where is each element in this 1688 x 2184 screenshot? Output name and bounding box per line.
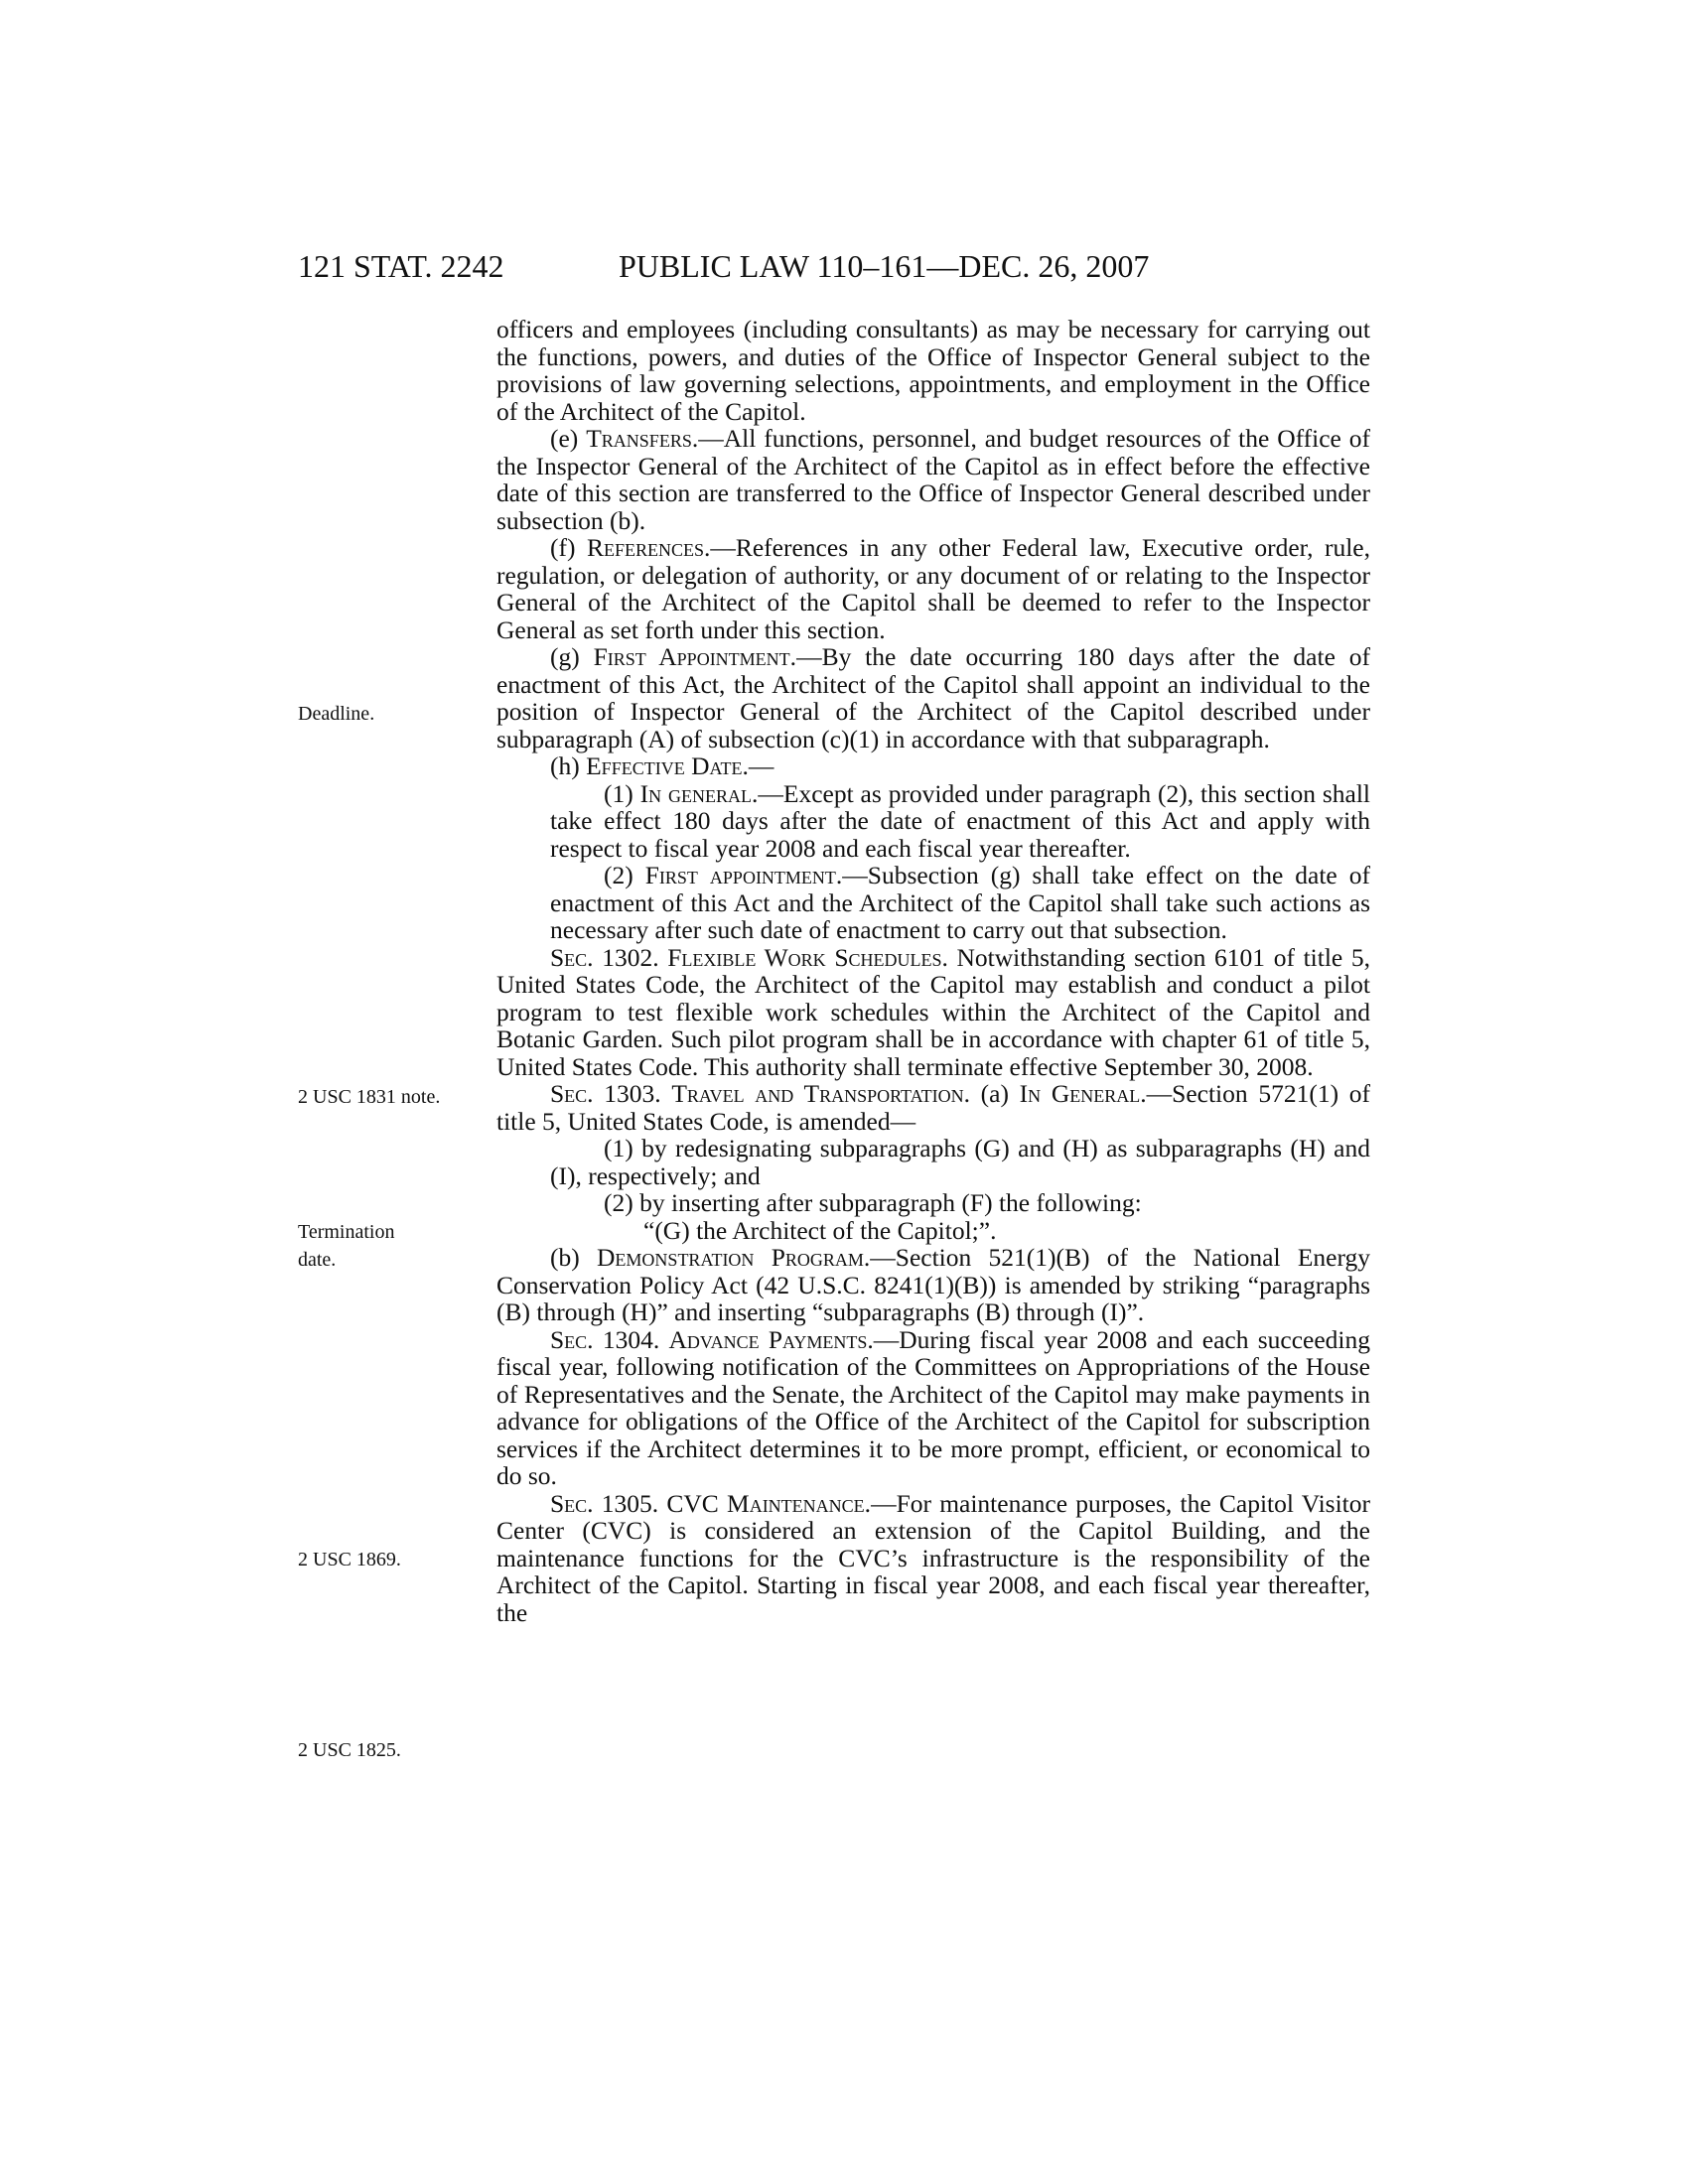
margin-note-deadline: Deadline. xyxy=(298,703,375,725)
section-1303-b: (b) Demonstration Program.—Section 521(1)(B) of the National Energy Conservation Policy Act (42 U.S.C. 8241(1)(B)) is amended by striking “paragraphs (B) through (H)” and inserting “subparagraphs (B) through (I)”. xyxy=(496,1243,1370,1326)
subsection-h: (h) Effective Date.— xyxy=(550,751,774,780)
subsection-f: (f) References.—References in any other Federal law, Executive order, rule, regulation, or delegation of authority, or any document of or relating to the Inspector General of the Architect of the Capitol shall be deemed to refer to the Inspector General as set forth under this section. xyxy=(496,533,1370,644)
margin-note-usc-1831: 2 USC 1831 note. xyxy=(298,1086,441,1108)
section-1305: Sec. 1305. CVC Maintenance.—For maintenance purposes, the Capitol Visitor Center (CVC) is considered an extension of the Capitol Building, and the maintenance functions for the CVC’s infrastructure is the responsibility of the Architect of the Capitol. Starting in fiscal year 2008, and each fiscal year thereafter, the xyxy=(496,1488,1371,1627)
margin-note-usc-1825: 2 USC 1825. xyxy=(298,1739,401,1761)
section-1303: Sec. 1303. Travel and Transportation. (a) In General.—Section 5721(1) of title 5, United States Code, is amended— xyxy=(496,1079,1370,1136)
margin-note-usc-1869: 2 USC 1869. xyxy=(298,1549,401,1570)
section-1303-quote: “(G) the Architect of the Capitol;”. xyxy=(643,1215,997,1245)
subsection-g: (g) First Appointment.—By the date occurring 180 days after the date of enactment of this Act, the Architect of the Capitol shall appoint an individual to the position of Inspector General of the Architect of the Capitol described under subparagraph (A) of subsection (c)(1) in accordance with that subparagraph. xyxy=(496,642,1371,753)
section-1304: Sec. 1304. Advance Payments.—During fiscal year 2008 and each succeeding fiscal year, following notification of the Committees on Appropriations of the House of Representatives and the Senate, the Architect of the Capitol may make payments in advance for obligations of the Office of the Architect of the Capitol for subscription services if the Architect determines it to be more prompt, efficient, or economical to do so. xyxy=(496,1324,1371,1490)
section-1303-item-2: (2) by inserting after subparagraph (F) the following: xyxy=(604,1188,1142,1217)
subsection-e: (e) Transfers.—All functions, personnel, and budget resources of the Office of the Inspector General of the Architect of the Capitol as in effect before the effective date of this section are transferred to the Office of Inspector General described under subsection (b). xyxy=(496,424,1370,535)
statute-body xyxy=(496,316,1370,1626)
section-1302: Sec. 1302. Flexible Work Schedules. Notwithstanding section 6101 of title 5, United States Code, the Architect of the Capitol may establish and conduct a pilot program to test flexible work schedules within the Architect of the Capitol and Botanic Garden. Such pilot program shall be in accordance with chapter 61 of title 5, United States Code. This authority shall terminate effective September 30, 2008. xyxy=(496,942,1371,1081)
section-1303-item-1: (1) by redesignating subparagraphs (G) and (H) as subparagraphs (H) and (I), respectively; and xyxy=(550,1134,1370,1190)
page-stat-citation: 121 STAT. 2242 xyxy=(298,248,504,284)
paragraph-h1: (1) In general.—Except as provided under paragraph (2), this section shall take effect 180 days after the date of enactment of this Act and apply with respect to fiscal year 2008 and each fiscal year thereafter. xyxy=(550,778,1370,863)
margin-note-termination: Termination date. xyxy=(298,1221,395,1271)
paragraph-continuation: officers and employees (including consultants) as may be necessary for carrying out the functions, powers, and duties of the Office of Inspector General subject to the provisions of law governing selections, appointments, and employment in the Office of the Architect of the Capitol. xyxy=(496,315,1370,426)
running-header: PUBLIC LAW 110–161—DEC. 26, 2007 xyxy=(619,248,1150,284)
paragraph-h2: (2) First appointment.—Subsection (g) shall take effect on the date of enactment of this Act and the Architect of the Capitol shall take such actions as necessary after such date of enactment to carry out that subsection. xyxy=(550,861,1370,944)
